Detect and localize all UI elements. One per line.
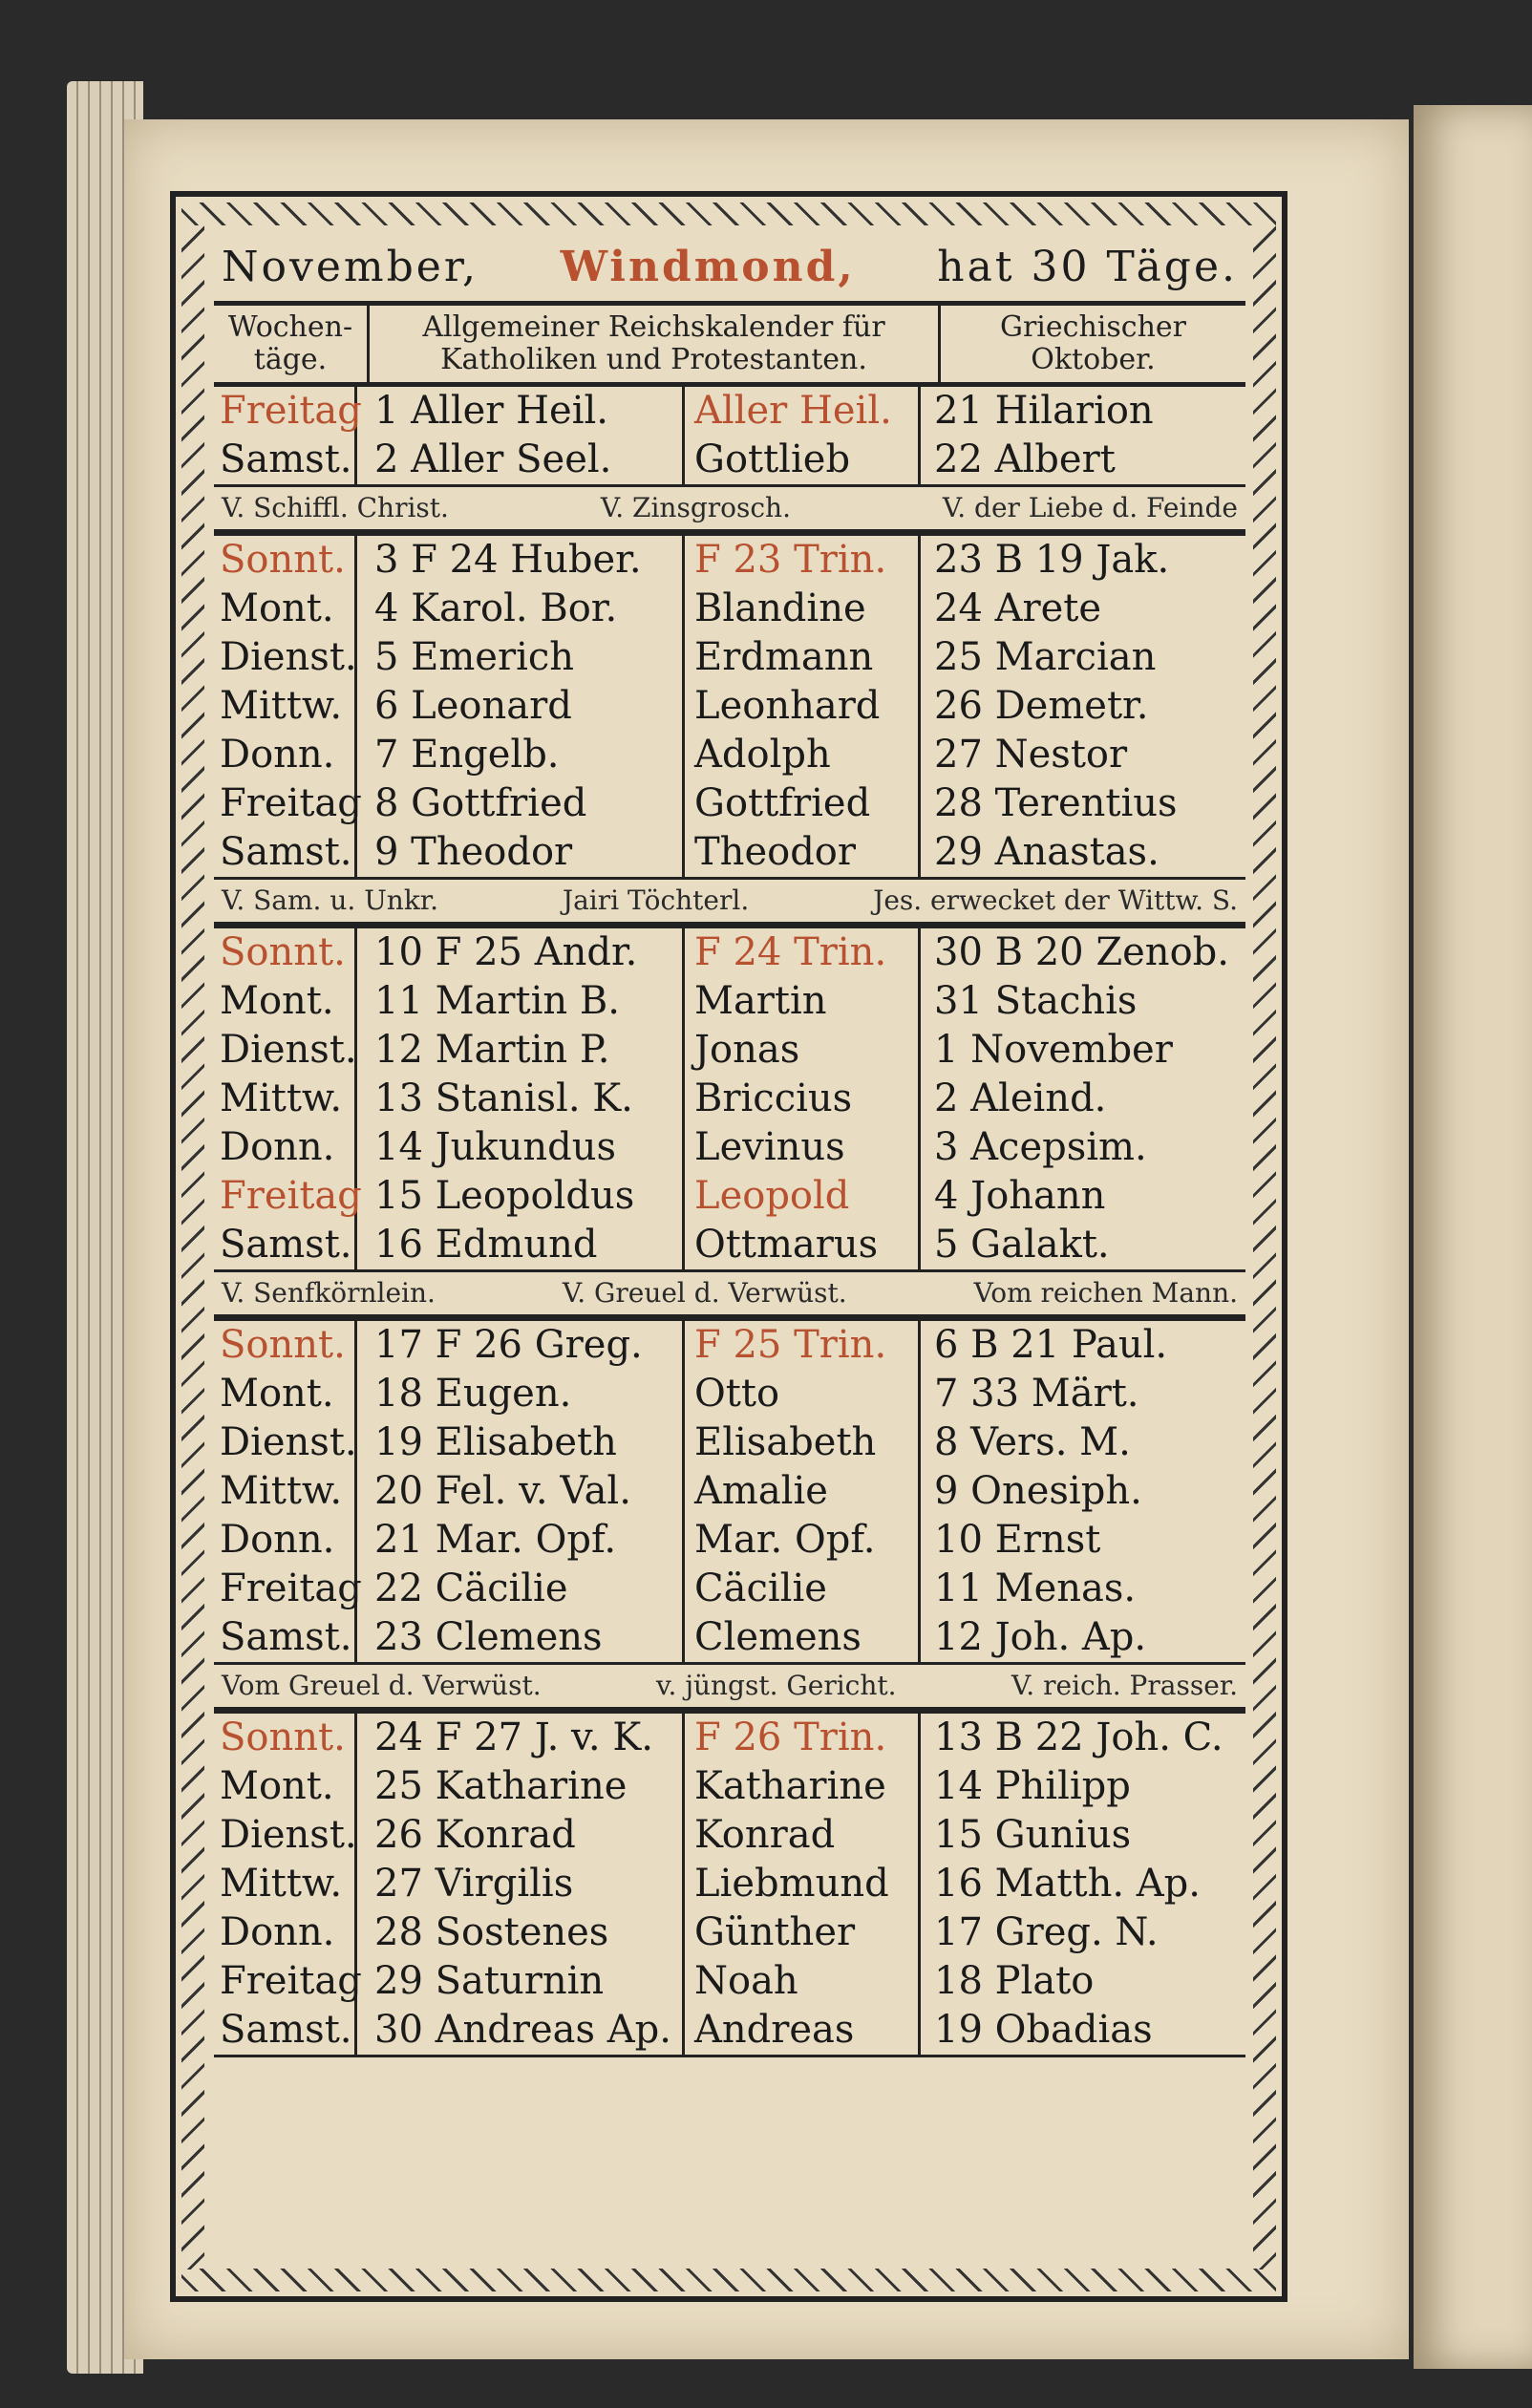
catholic-cell: 9 Theodor (374, 830, 573, 874)
protestant-cell: Briccius (682, 1075, 921, 1123)
catholic-cell: 10 F 25 Andr. (374, 930, 638, 974)
greek-cell: 1 November (934, 1028, 1173, 1072)
protestant-cell: Noah (682, 1957, 921, 2006)
catholic-cell: 25 Katharine (374, 1764, 628, 1808)
catholic-cell: 19 Elisabeth (374, 1420, 617, 1464)
day-row (214, 1565, 1245, 1613)
week-block (214, 1321, 1245, 1714)
protestant-cell: Andreas (682, 2006, 921, 2055)
day-row (214, 1370, 1245, 1418)
greek-cell: 29 Anastas. (934, 830, 1160, 874)
greek-cell: 17 Greg. N. (934, 1910, 1159, 1954)
protestant-cell: Liebmund (682, 1860, 921, 1908)
catholic-cell: 24 F 27 J. v. K. (374, 1715, 653, 1759)
greek-cell: 24 Arete (934, 586, 1102, 630)
protestant-cell: Adolph (682, 731, 921, 779)
weekday-cell: Samst. (214, 436, 357, 484)
protestant-cell: Clemens (682, 1613, 921, 1662)
protestant-cell: Aller Heil. (682, 387, 921, 436)
protestant-cell: Gottlieb (682, 436, 921, 484)
greek-cell: 16 Matth. Ap. (934, 1862, 1201, 1906)
weekday-cell: Freitag (214, 1957, 357, 2006)
catholic-cell: 22 Cäcilie (374, 1566, 568, 1610)
gospel-text: Vom reichen Mann. (973, 1277, 1238, 1309)
weekday-cell: Samst. (214, 2006, 357, 2055)
protestant-cell: Jonas (682, 1026, 921, 1075)
gospel-text: Jairi Töchterl. (562, 884, 750, 916)
week-block (214, 928, 1245, 1321)
greek-cell: 13 B 22 Joh. C. (934, 1715, 1223, 1759)
protestant-cell: Levinus (682, 1123, 921, 1172)
greek-cell: 27 Nestor (934, 733, 1128, 777)
day-row (214, 1467, 1245, 1516)
day-row (214, 436, 1245, 484)
gospel-text: V. Schiffl. Christ. (222, 492, 449, 523)
gospel-text: V. der Liebe d. Feinde (942, 492, 1238, 523)
column-headers (214, 306, 1245, 387)
protestant-cell: Konrad (682, 1811, 921, 1860)
greek-cell: 5 Galakt. (934, 1223, 1110, 1267)
gospel-text: V. Senfkörnlein. (222, 1277, 436, 1309)
month-day-count: hat 30 Täge. (937, 243, 1238, 291)
gospel-text: Jes. erwecket der Wittw. S. (873, 884, 1238, 916)
ornament-left (181, 225, 204, 2269)
greek-cell: 12 Joh. Ap. (934, 1615, 1147, 1659)
weekday-cell: Mont. (214, 1762, 357, 1811)
protestant-cell: Leopold (682, 1172, 921, 1221)
greek-cell: 28 Terentius (934, 781, 1178, 825)
day-row (214, 928, 1245, 977)
weekday-cell: Dienst. (214, 1811, 357, 1860)
protestant-cell: Elisabeth (682, 1418, 921, 1467)
gospel-text: V. Greuel d. Verwüst. (562, 1277, 847, 1309)
day-row (214, 1418, 1245, 1467)
weekday-cell: Mont. (214, 585, 357, 633)
day-row (214, 731, 1245, 779)
weekday-cell: Mittw. (214, 1467, 357, 1516)
protestant-cell: Erdmann (682, 633, 921, 682)
catholic-cell: 7 Engelb. (374, 733, 560, 777)
weekday-cell: Freitag (214, 1565, 357, 1613)
month-german-name: Windmond, (560, 243, 856, 291)
protestant-cell: Blandine (682, 585, 921, 633)
catholic-cell: 28 Sostenes (374, 1910, 609, 1954)
catholic-cell: 14 Jukundus (374, 1125, 617, 1169)
day-row (214, 1811, 1245, 1860)
facing-page (1414, 105, 1532, 2369)
day-row (214, 387, 1245, 436)
catholic-cell: 18 Eugen. (374, 1372, 572, 1416)
catholic-cell: 21 Mar. Opf. (374, 1518, 617, 1562)
greek-cell: 23 B 19 Jak. (934, 538, 1170, 582)
day-row (214, 779, 1245, 828)
ornament-bottom (181, 2269, 1276, 2291)
weekday-cell: Sonnt. (214, 1321, 357, 1370)
day-row (214, 1172, 1245, 1221)
greek-cell: 25 Marcian (934, 635, 1157, 679)
day-row (214, 1957, 1245, 2006)
protestant-cell: Ottmarus (682, 1221, 921, 1269)
greek-cell: 18 Plato (934, 1959, 1095, 2003)
day-row (214, 1908, 1245, 1957)
weekday-cell: Donn. (214, 1908, 357, 1957)
month-title (214, 237, 1245, 306)
catholic-cell: 4 Karol. Bor. (374, 586, 618, 630)
catholic-cell: 20 Fel. v. Val. (374, 1469, 631, 1513)
ornament-right (1253, 225, 1276, 2269)
day-row (214, 536, 1245, 585)
day-row (214, 828, 1245, 877)
day-row (214, 1321, 1245, 1370)
greek-cell: 22 Albert (934, 437, 1116, 481)
day-row (214, 1860, 1245, 1908)
weekday-cell: Sonnt. (214, 1714, 357, 1762)
greek-cell: 14 Philipp (934, 1764, 1131, 1808)
weekday-cell: Samst. (214, 828, 357, 877)
catholic-cell: 1 Aller Heil. (374, 389, 608, 433)
catholic-cell: 15 Leopoldus (374, 1174, 635, 1218)
day-row (214, 682, 1245, 731)
catholic-cell: 8 Gottfried (374, 781, 587, 825)
day-row (214, 1123, 1245, 1172)
gospel-text: Vom Greuel d. Verwüst. (222, 1670, 542, 1701)
weekday-cell: Sonnt. (214, 928, 357, 977)
catholic-cell: 29 Saturnin (374, 1959, 605, 2003)
weeks-container (214, 387, 1245, 2057)
day-row (214, 633, 1245, 682)
protestant-cell: Theodor (682, 828, 921, 877)
weekday-cell: Donn. (214, 731, 357, 779)
greek-cell: 6 B 21 Paul. (934, 1323, 1168, 1367)
weekday-cell: Freitag (214, 779, 357, 828)
greek-cell: 7 33 Märt. (934, 1372, 1139, 1416)
catholic-cell: 12 Martin P. (374, 1028, 610, 1072)
weekday-cell: Mittw. (214, 682, 357, 731)
catholic-cell: 23 Clemens (374, 1615, 603, 1659)
week-block (214, 536, 1245, 928)
day-row (214, 1762, 1245, 1811)
weekday-cell: Mont. (214, 1370, 357, 1418)
day-row (214, 1613, 1245, 1662)
greek-cell: 19 Obadias (934, 2008, 1153, 2052)
weekday-cell: Dienst. (214, 633, 357, 682)
protestant-cell: Mar. Opf. (682, 1516, 921, 1565)
gospel-line (214, 1269, 1245, 1318)
ornament-top (181, 202, 1276, 225)
header-reichskalender: Allgemeiner Reichskalender für Katholiken und Protestanten. (370, 306, 941, 382)
greek-cell: 21 Hilarion (934, 389, 1154, 433)
greek-cell: 8 Vers. M. (934, 1420, 1131, 1464)
protestant-cell: Cäcilie (682, 1565, 921, 1613)
header-weekdays: Wochen-täge. (214, 306, 370, 382)
catholic-cell: 3 F 24 Huber. (374, 538, 642, 582)
greek-cell: 3 Acepsim. (934, 1125, 1147, 1169)
greek-cell: 11 Menas. (934, 1566, 1137, 1610)
day-row (214, 977, 1245, 1026)
header-greek: Griechischer Oktober. (1000, 310, 1186, 376)
greek-cell: 26 Demetr. (934, 684, 1149, 728)
greek-cell: 15 Gunius (934, 1813, 1132, 1857)
gospel-text: V. Sam. u. Unkr. (222, 884, 438, 916)
greek-cell: 10 Ernst (934, 1518, 1101, 1562)
protestant-cell: Katharine (682, 1762, 921, 1811)
catholic-cell: 5 Emerich (374, 635, 575, 679)
weekday-cell: Donn. (214, 1123, 357, 1172)
protestant-cell: Leonhard (682, 682, 921, 731)
day-row (214, 1075, 1245, 1123)
weekday-cell: Mittw. (214, 1860, 357, 1908)
gospel-text: v. jüngst. Gericht. (656, 1670, 897, 1701)
catholic-cell: 27 Virgilis (374, 1862, 574, 1906)
protestant-cell: Otto (682, 1370, 921, 1418)
catholic-cell: 26 Konrad (374, 1813, 576, 1857)
protestant-cell: F 26 Trin. (682, 1714, 921, 1762)
week-block (214, 387, 1245, 536)
gospel-text: V. Zinsgrosch. (600, 492, 791, 523)
catholic-cell: 11 Martin B. (374, 979, 620, 1023)
gospel-line (214, 1662, 1245, 1711)
weekday-cell: Freitag (214, 1172, 357, 1221)
gospel-line (214, 877, 1245, 926)
catholic-cell: 2 Aller Seel. (374, 437, 612, 481)
calendar-table (214, 237, 1245, 2057)
catholic-cell: 6 Leonard (374, 684, 572, 728)
protestant-cell: F 24 Trin. (682, 928, 921, 977)
weekday-cell: Donn. (214, 1516, 357, 1565)
day-row (214, 1221, 1245, 1269)
weekday-cell: Dienst. (214, 1418, 357, 1467)
protestant-cell: Gottfried (682, 779, 921, 828)
catholic-cell: 13 Stanisl. K. (374, 1076, 633, 1120)
catholic-cell: 17 F 26 Greg. (374, 1323, 643, 1367)
day-row (214, 1516, 1245, 1565)
weekday-cell: Samst. (214, 1221, 357, 1269)
protestant-cell: F 23 Trin. (682, 536, 921, 585)
catholic-cell: 30 Andreas Ap. (374, 2008, 671, 2052)
greek-cell: 9 Onesiph. (934, 1469, 1142, 1513)
weekday-cell: Freitag (214, 387, 357, 436)
gospel-line (214, 484, 1245, 533)
catholic-cell: 16 Edmund (374, 1223, 598, 1267)
day-row (214, 585, 1245, 633)
greek-cell: 4 Johann (934, 1174, 1106, 1218)
week-block (214, 1714, 1245, 2057)
month-name: November, (222, 243, 479, 291)
protestant-cell: Günther (682, 1908, 921, 1957)
protestant-cell: Amalie (682, 1467, 921, 1516)
weekday-cell: Samst. (214, 1613, 357, 1662)
protestant-cell: F 25 Trin. (682, 1321, 921, 1370)
greek-cell: 2 Aleind. (934, 1076, 1107, 1120)
protestant-cell: Martin (682, 977, 921, 1026)
day-row (214, 2006, 1245, 2055)
weekday-cell: Mont. (214, 977, 357, 1026)
greek-cell: 30 B 20 Zenob. (934, 930, 1229, 974)
gospel-text: V. reich. Prasser. (1011, 1670, 1238, 1701)
weekday-cell: Mittw. (214, 1075, 357, 1123)
weekday-cell: Sonnt. (214, 536, 357, 585)
day-row (214, 1026, 1245, 1075)
weekday-cell: Dienst. (214, 1026, 357, 1075)
day-row (214, 1714, 1245, 1762)
greek-cell: 31 Stachis (934, 979, 1138, 1023)
